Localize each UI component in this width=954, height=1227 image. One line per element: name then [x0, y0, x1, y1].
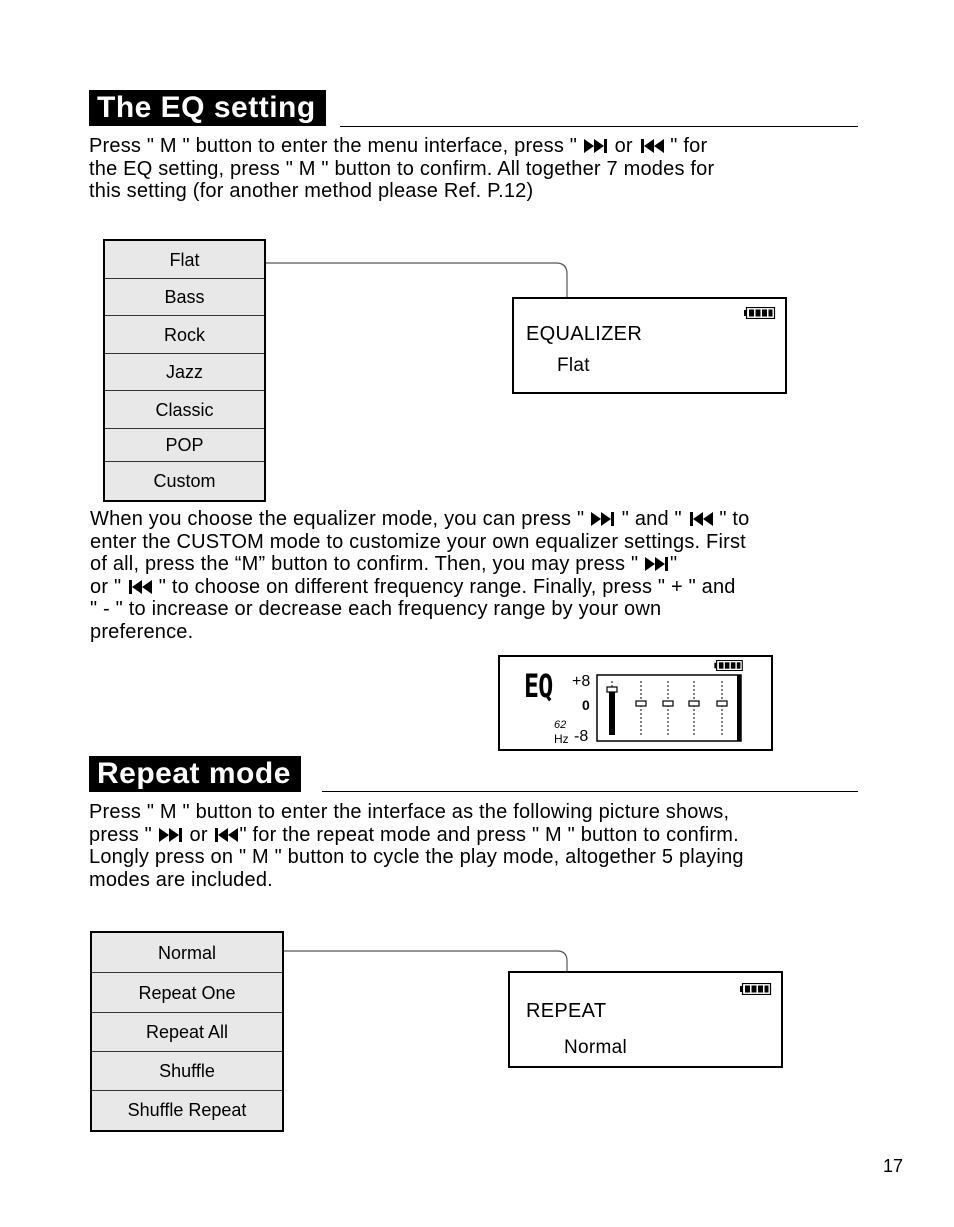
eq-custom-line3b: " — [670, 553, 678, 575]
eq-menu-item-bass[interactable]: Bass — [105, 279, 264, 316]
prev-track-icon — [213, 827, 239, 843]
eq-intro-line1c: " for — [664, 135, 708, 157]
eq-intro-text — [89, 135, 714, 203]
eq-menu-item-custom[interactable]: Custom — [105, 462, 264, 500]
eq-custom-line4b: " to choose on different frequency range. Finally, press " + " and — [153, 575, 736, 598]
repeat-intro-line2b: or — [183, 823, 214, 846]
eq-custom-line4a: or " — [90, 575, 127, 598]
eq-intro-line1b: or — [608, 135, 639, 157]
eq-custom-line6: preference. — [90, 620, 194, 643]
eq-slider-4[interactable] — [689, 681, 699, 735]
repeat-intro-line1: Press " M " button to enter the interface as the following picture shows, — [89, 801, 730, 823]
eq-slider-1[interactable] — [607, 681, 617, 735]
repeat-intro-text — [89, 801, 744, 891]
eq-screen-value: Flat — [557, 355, 590, 376]
eq-menu-item-jazz[interactable]: Jazz — [105, 354, 264, 391]
eq-scale-plus: +8 — [572, 673, 591, 690]
eq-menu-item-flat[interactable]: Flat — [105, 241, 264, 279]
eq-menu-item-pop[interactable]: POP — [105, 429, 264, 462]
next-track-icon — [590, 511, 616, 527]
prev-track-icon — [639, 138, 665, 154]
eq-screen-label: EQUALIZER — [526, 323, 643, 345]
eq-menu-item-rock[interactable]: Rock — [105, 316, 264, 354]
next-track-icon — [158, 827, 184, 843]
eq-custom-text — [90, 508, 750, 643]
prev-track-icon — [688, 511, 714, 527]
eq-scale-zero: 0 — [582, 697, 590, 713]
repeat-intro-line2c: " for the repeat mode and press " M " button to confirm. — [239, 823, 739, 846]
repeat-intro-line2a: press " — [89, 823, 158, 846]
eq-custom-line1b: " and " — [616, 508, 688, 530]
eq-screen — [512, 297, 787, 394]
eq-scale-minus: -8 — [574, 728, 589, 745]
eq-sliders[interactable] — [596, 673, 746, 745]
eq-custom-line1a: When you choose the equalizer mode, you can press " — [90, 508, 590, 530]
eq-mode-menu — [103, 239, 266, 502]
next-track-icon — [644, 556, 670, 572]
eq-slider-3[interactable] — [663, 681, 673, 735]
eq-section-title: The EQ setting — [89, 90, 326, 126]
eq-intro-line1a: Press " M " button to enter the menu interface, press " — [89, 135, 583, 157]
battery-icon — [740, 983, 772, 995]
eq-custom-line2: enter the CUSTOM mode to customize your own equalizer settings. First — [90, 530, 746, 553]
battery-icon — [744, 307, 776, 319]
eq-intro-line3: this setting (for another method please Ref. P.12) — [89, 180, 534, 202]
eq-custom-screen — [498, 655, 773, 751]
eq-custom-line1c: " to — [713, 508, 750, 530]
eq-freq-label: 62 — [554, 719, 567, 731]
repeat-menu-item-shuffle-repeat[interactable]: Shuffle Repeat — [92, 1091, 282, 1130]
eq-intro-line2: the EQ setting, press " M " button to confirm. All together 7 modes for — [89, 157, 715, 180]
page-number: 17 — [883, 1156, 904, 1176]
battery-icon — [714, 660, 744, 671]
prev-track-icon — [127, 579, 153, 595]
repeat-menu-item-repeat-one[interactable]: Repeat One — [92, 973, 282, 1013]
eq-menu-item-classic[interactable]: Classic — [105, 391, 264, 429]
eq-title-rule — [340, 126, 858, 127]
repeat-screen-label: REPEAT — [526, 1000, 607, 1022]
eq-slider-2[interactable] — [636, 681, 646, 735]
repeat-intro-line3: Longly press on " M " button to cycle the play mode, altogether 5 playing — [89, 846, 744, 868]
repeat-intro-line4: modes are included. — [89, 868, 273, 891]
eq-freq-unit: Hz — [554, 732, 569, 746]
repeat-title-rule — [322, 791, 858, 792]
repeat-menu-item-repeat-all[interactable]: Repeat All — [92, 1013, 282, 1052]
repeat-screen — [508, 971, 783, 1068]
eq-custom-line3a: of all, press the “M” button to confirm. Then, you may press " — [90, 553, 644, 575]
repeat-section-title: Repeat mode — [89, 756, 301, 792]
eq-slider-5[interactable] — [717, 681, 727, 735]
repeat-menu-item-shuffle[interactable]: Shuffle — [92, 1052, 282, 1091]
repeat-mode-menu — [90, 931, 284, 1132]
next-track-icon — [583, 138, 609, 154]
eq-logo: EQ — [524, 667, 553, 705]
repeat-menu-item-normal[interactable]: Normal — [92, 933, 282, 973]
repeat-screen-value: Normal — [564, 1037, 628, 1058]
eq-custom-line5: " - " to increase or decrease each frequency range by your own — [90, 598, 662, 620]
